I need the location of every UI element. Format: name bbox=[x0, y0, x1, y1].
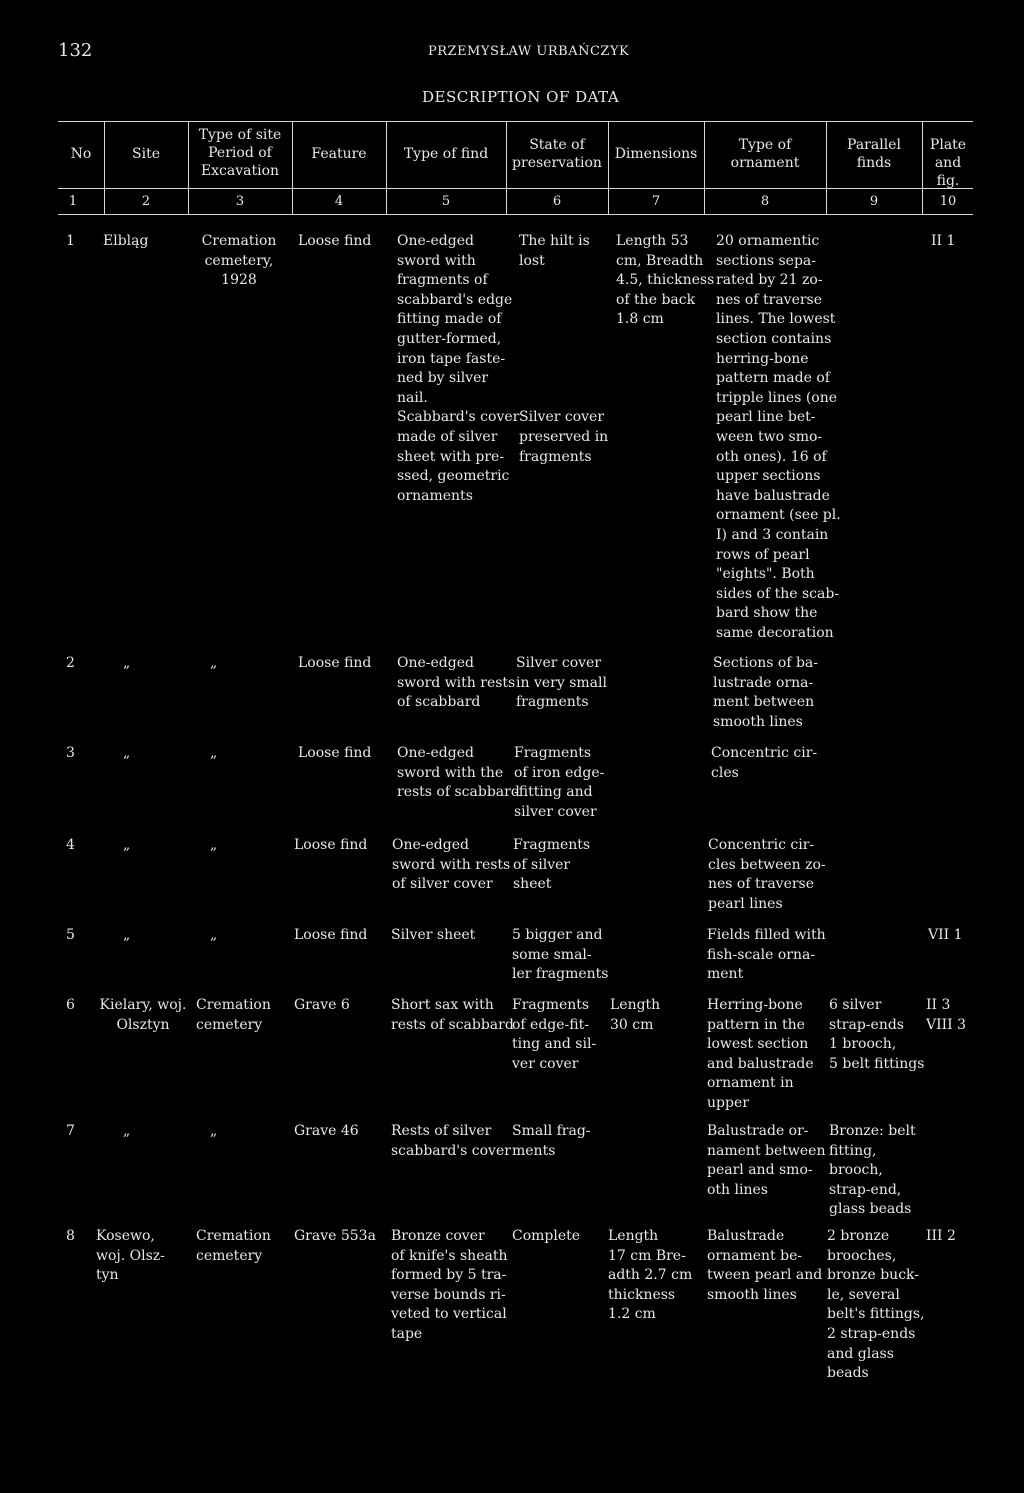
column-number: 7 bbox=[651, 194, 661, 209]
cell-state: Fragments of iron edge- -fitting and silver cover bbox=[514, 745, 605, 820]
cell-type-site: „ bbox=[210, 927, 218, 943]
column-header-no: No bbox=[70, 146, 92, 162]
cell-feature: Loose find bbox=[294, 927, 368, 943]
column-header-ornament: Type of ornament bbox=[730, 137, 800, 171]
cell-feature: Loose find bbox=[298, 655, 372, 671]
cell-feature: Loose find bbox=[294, 837, 368, 853]
cell-no: 2 bbox=[66, 655, 75, 671]
cell-no: 7 bbox=[66, 1123, 75, 1139]
cell-feature: Grave 553a bbox=[294, 1228, 376, 1244]
cell-no: 5 bbox=[66, 927, 75, 943]
cell-feature: Grave 6 bbox=[294, 997, 350, 1013]
cell-ornament: 20 ornamentic sections sepa- rated by 21 zo- nes of traverse lines. The lowest section contains herring-bone pattern made of tripple lines (one pearl line bet- ween two smo- oth ones). 16 of upper sections have balustrade ornament (see pl. I) and 3 contain rows of pearl "eights". Both sides of the scab- bard show the same decoration bbox=[716, 233, 841, 641]
page-number: 132 bbox=[58, 40, 93, 61]
column-number: 10 bbox=[939, 194, 957, 209]
cell-type-site: Cremation cemetery bbox=[196, 1228, 271, 1264]
cell-dimensions: Length 53 cm, Breadth 4.5, thickness of the back 1.8 cm bbox=[616, 233, 715, 328]
cell-ornament: Herring-bone pattern in the lowest section and balustrade ornament in upper bbox=[707, 997, 814, 1111]
cell-find: Short sax with rests of scabbard bbox=[391, 997, 514, 1033]
cell-dimensions: Length 30 cm bbox=[610, 997, 661, 1033]
cell-type-site: Cremation cemetery, 1928 bbox=[201, 233, 277, 289]
cell-ornament: Balustrade ornament be- tween pearl and smooth lines bbox=[707, 1228, 823, 1303]
cell-site: „ bbox=[123, 837, 131, 853]
cell-find: One-edged sword with fragments of scabbard's edge fitting made of gutter-formed, iron tape faste- ned by silver nail. Scabbard's cover made of silver sheet with pre- ssed, geometric ornaments bbox=[397, 233, 520, 504]
column-numbers-bottom-rule bbox=[58, 214, 973, 215]
column-header-state: State of preservation bbox=[512, 137, 602, 171]
cell-feature: Grave 46 bbox=[294, 1123, 359, 1139]
column-number: 2 bbox=[141, 194, 151, 209]
cell-plate: II 3 VIII 3 bbox=[926, 997, 967, 1033]
cell-find: One-edged sword with rests of scabbard bbox=[397, 655, 516, 711]
column-header-site: Site bbox=[132, 146, 160, 162]
cell-ornament: Balustrade or- nament between pearl and smo- oth lines bbox=[707, 1123, 826, 1198]
cell-parallel: Bronze: belt fitting, brooch, strap-end, glass beads bbox=[829, 1123, 916, 1218]
cell-site: „ bbox=[123, 927, 131, 943]
column-number: 6 bbox=[552, 194, 562, 209]
cell-site: „ bbox=[123, 1123, 131, 1139]
cell-no: 3 bbox=[66, 745, 75, 761]
cell-plate: III 2 bbox=[926, 1228, 956, 1244]
cell-type-site: Cremation cemetery bbox=[196, 997, 271, 1033]
column-number: 9 bbox=[869, 194, 879, 209]
cell-find: One-edged sword with rests of silver cover bbox=[392, 837, 511, 893]
cell-feature: Loose find bbox=[298, 233, 372, 249]
cell-ornament: Concentric cir- cles between zo- nes of traverse pearl lines bbox=[708, 837, 826, 912]
column-header-feature: Feature bbox=[311, 146, 367, 162]
cell-parallel: 2 bronze brooches, bronze buck- le, several belt's fittings, 2 strap-ends and glass beads bbox=[827, 1228, 925, 1382]
cell-type-site: „ bbox=[210, 1123, 218, 1139]
cell-site: Kielary, woj. Olsztyn bbox=[99, 997, 187, 1033]
column-header-dimensions: Dimensions bbox=[614, 146, 698, 162]
cell-no: 4 bbox=[66, 837, 75, 853]
cell-state: The hilt is lost Silver cover preserved in fragments bbox=[519, 233, 609, 465]
cell-site: „ bbox=[123, 745, 131, 761]
column-header-plate: Plate and fig. bbox=[929, 137, 967, 189]
cell-ornament: Sections of ba- lustrade orna- ment between smooth lines bbox=[713, 655, 818, 730]
cell-no: 6 bbox=[66, 997, 75, 1013]
cell-site: „ bbox=[123, 655, 131, 671]
cell-ornament: Fields filled with fish-scale orna- ment bbox=[707, 927, 826, 983]
cell-state: Silver cover in very small fragments bbox=[516, 655, 607, 711]
cell-plate: II 1 bbox=[931, 233, 956, 249]
column-number: 1 bbox=[68, 194, 78, 209]
column-header-type-of-find: Type of find bbox=[403, 146, 489, 162]
cell-plate: VII 1 bbox=[928, 927, 963, 943]
cell-find: Rests of silver scabbard's cover bbox=[391, 1123, 511, 1159]
column-number: 3 bbox=[235, 194, 245, 209]
cell-type-site: „ bbox=[210, 837, 218, 853]
cell-dimensions: Length 17 cm Bre- adth 2.7 cm thickness 1.2 cm bbox=[608, 1228, 693, 1323]
cell-ornament: Concentric cir- cles bbox=[711, 745, 818, 781]
cell-type-site: „ bbox=[210, 745, 218, 761]
cell-state: 5 bigger and some smal- ler fragments bbox=[512, 927, 609, 983]
cell-find: Silver sheet bbox=[391, 927, 476, 943]
cell-parallel: 6 silver strap-ends 1 brooch, 5 belt fittings bbox=[829, 997, 925, 1072]
table-top-rule bbox=[58, 121, 973, 122]
column-header-type-of-site: Type of site Period of Excavation bbox=[198, 127, 282, 179]
cell-no: 1 bbox=[66, 233, 75, 249]
header-bottom-rule bbox=[58, 188, 973, 189]
cell-type-site: „ bbox=[210, 655, 218, 671]
cell-state: Complete bbox=[512, 1228, 581, 1244]
cell-site: Elbląg bbox=[103, 233, 149, 249]
column-number: 4 bbox=[334, 194, 344, 209]
cell-state: Fragments of silver sheet bbox=[513, 837, 591, 893]
running-header: PRZEMYSŁAW URBAŃCZYK bbox=[428, 44, 630, 59]
cell-no: 8 bbox=[66, 1228, 75, 1244]
cell-state: Fragments of edge-fit- ting and sil- ver cover bbox=[512, 997, 597, 1072]
cell-find: Bronze cover of knife's sheath formed by 5 tra- verse bounds ri- veted to vertical tape bbox=[391, 1228, 508, 1342]
cell-find: One-edged sword with the rests of scabbard bbox=[397, 745, 520, 801]
table-title: DESCRIPTION OF DATA bbox=[422, 88, 620, 106]
column-header-parallel: Parallel finds bbox=[847, 137, 901, 171]
cell-state: Small frag- ments bbox=[512, 1123, 591, 1159]
column-number: 5 bbox=[441, 194, 451, 209]
column-number: 8 bbox=[760, 194, 770, 209]
cell-feature: Loose find bbox=[298, 745, 372, 761]
cell-site: Kosewo, woj. Olsz- tyn bbox=[96, 1228, 165, 1284]
